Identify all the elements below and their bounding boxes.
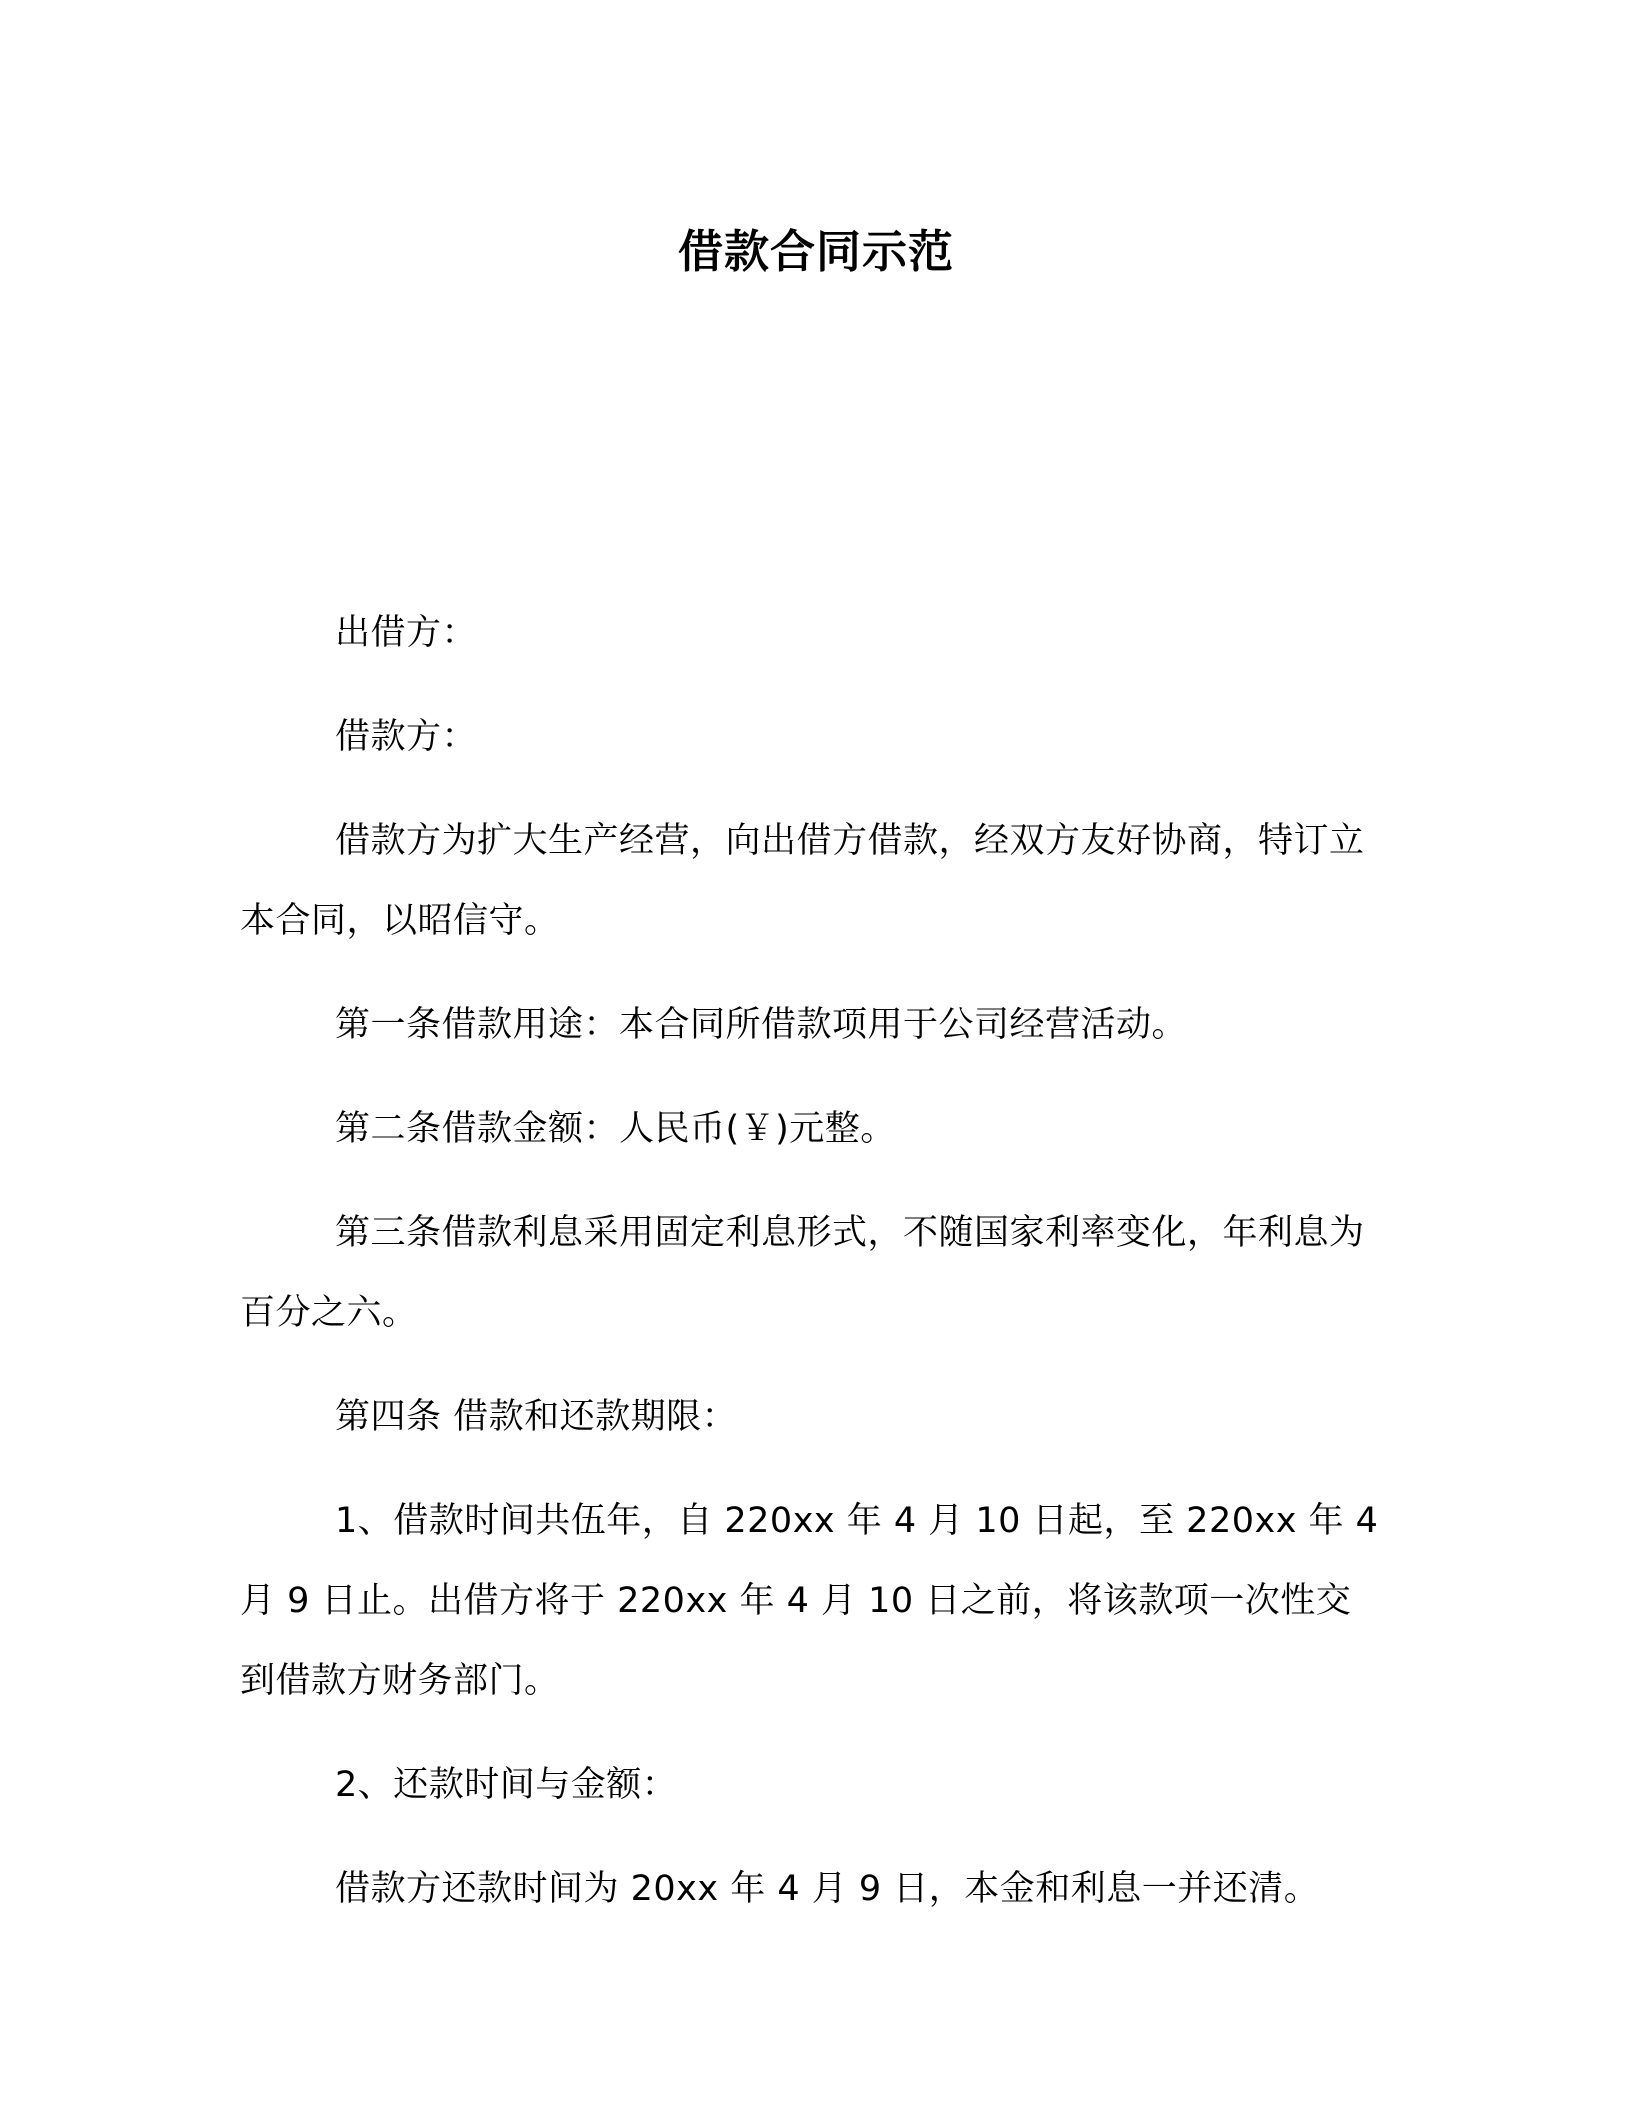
borrower-line: 借款方： bbox=[335, 717, 478, 757]
lender-line: 出借方： bbox=[335, 613, 478, 653]
article-1-purpose: 第一条借款用途：本合同所借款项用于公司经营活动。 bbox=[335, 1005, 1188, 1045]
article-4-heading: 第四条 借款和还款期限： bbox=[335, 1397, 738, 1437]
article-2-amount: 第二条借款金额：人民币(￥)元整。 bbox=[335, 1109, 896, 1149]
article-3-interest: 第三条借款利息采用固定利息形式，不随国家利率变化，年利息为百分之六。 bbox=[240, 1213, 1365, 1333]
preamble-paragraph: 借款方为扩大生产经营，向出借方借款，经双方友好协商，特订立本合同，以昭信守。 bbox=[240, 821, 1365, 941]
article-4-item-2: 2、还款时间与金额： bbox=[335, 1765, 678, 1805]
article-4-item-1: 1、借款时间共伍年，自 220xx 年 4 月 10 日起，至 220xx 年 4 月 9 日止。出借方将于 220xx 年 4 月 10 日之前，将该款项一次性交到借款方财务部门。 bbox=[240, 1501, 1379, 1701]
document-title: 借款合同示范 bbox=[677, 225, 954, 278]
repayment-terms: 借款方还款时间为 20xx 年 4 月 9 日，本金和利息一并还清。 bbox=[335, 1869, 1320, 1909]
document-body bbox=[240, 593, 1380, 1953]
